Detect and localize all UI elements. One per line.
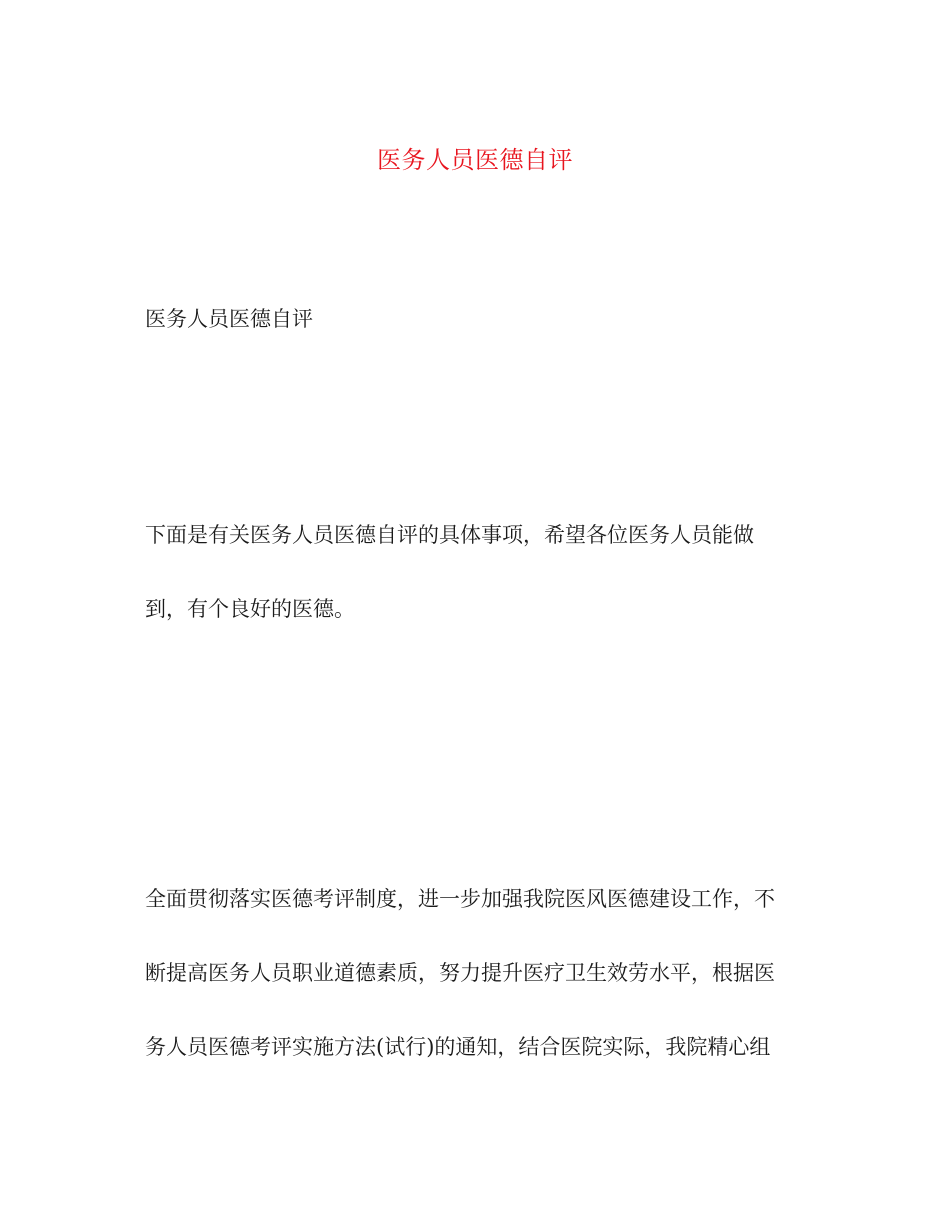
document-title: 医务人员医德自评 bbox=[377, 146, 573, 174]
document-subtitle: 医务人员医德自评 bbox=[145, 307, 313, 331]
paragraph-line: 全面贯彻落实医德考评制度，进一步加强我院医风医德建设工作，不 bbox=[145, 887, 775, 911]
paragraph-line: 下面是有关医务人员医德自评的具体事项，希望各位医务人员能做 bbox=[145, 523, 754, 547]
paragraph-line: 到，有个良好的医德。 bbox=[145, 597, 355, 621]
paragraph-line: 务人员医德考评实施方法(试行)的通知，结合医院实际，我院精心组 bbox=[145, 1035, 771, 1059]
paragraph-line: 断提高医务人员职业道德素质，努力提升医疗卫生效劳水平，根据医 bbox=[145, 961, 775, 985]
